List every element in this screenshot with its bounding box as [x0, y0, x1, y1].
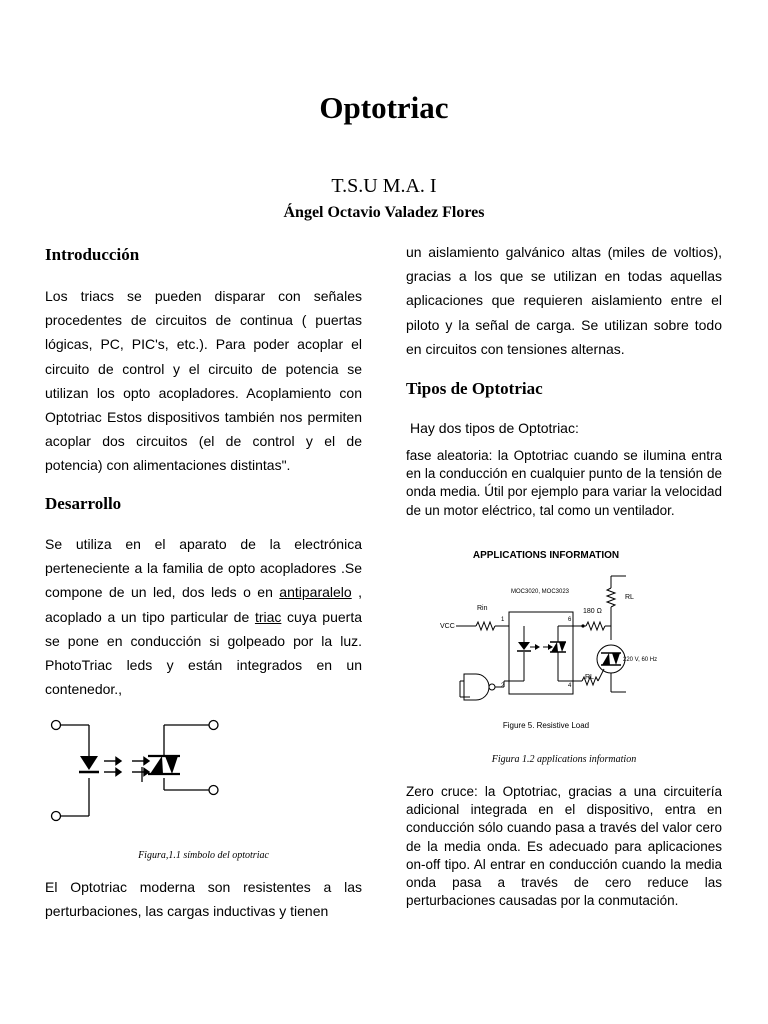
phototriac-symbol: [148, 756, 180, 774]
ac-source-label: 220 V, 60 Hz: [623, 657, 658, 663]
development-paragraph: [45, 532, 362, 701]
pin-1-label: 1: [501, 617, 505, 623]
r180-resistor: [586, 622, 605, 630]
development-text-3: cuya puerta se pone en conducción si golpeado por la luz. PhotoTriac leds y están integrados en un contenedor.,: [45, 608, 362, 698]
rl-top-resistor: [607, 588, 615, 607]
optocoupler-ic-box: [509, 612, 573, 694]
light-arrows-left: [104, 758, 121, 776]
nand-gate-symbol: [464, 674, 489, 700]
development-text-1: Se utiliza en el aparato de la electrónica perteneciente a la familia de opto acopladores .Se compone de un led, dos leds o en: [45, 536, 362, 601]
document-title: Optotriac: [319, 90, 449, 125]
document-subtitle: T.S.U M.A. I: [331, 175, 437, 197]
input-terminal-top: [52, 721, 61, 730]
pin-4-label: 4: [568, 683, 572, 689]
applications-header: APPLICATIONS INFORMATION: [472, 550, 620, 561]
input-terminal-bottom: [52, 812, 61, 821]
continued-paragraph: un aislamiento galvánico altas (miles de voltios), gracias a los que se utilizan en todas aquellas aplicaciones que requieren aislamiento entre el piloto y la señal de carga. Se utilizan sobre todo en circuitos con tensiones alternas.: [406, 244, 722, 357]
vcc-label: VCC: [440, 623, 455, 630]
rin-resistor: [476, 622, 495, 630]
triac-link[interactable]: triac: [254, 608, 282, 625]
development-heading: Desarrollo: [45, 494, 122, 513]
power-triac-symbol: [597, 645, 625, 673]
figure-1-caption: Figura,1.1 símbolo del optotriac: [138, 850, 269, 861]
light-arrows-right: [132, 758, 149, 776]
output-terminal-bottom: [209, 786, 218, 795]
output-terminal-top: [209, 721, 218, 730]
ic-label: MOC3020, MOC3023: [510, 589, 570, 595]
figure-5-label: Figure 5. Resistive Load: [502, 721, 590, 730]
r180-label: 180 Ω: [583, 608, 602, 615]
development-text-2: , acoplado a un tipo particular de: [45, 584, 362, 625]
types-heading: Tipos de Optotriac: [406, 379, 543, 398]
document-author: Ángel Octavio Valadez Flores: [283, 204, 485, 221]
types-intro: Hay dos tipos de Optotriac:: [410, 420, 579, 436]
intro-paragraph: Los triacs se pueden disparar con señales procedentes de circuitos de continua ( puertas lógicas, PC, PIC's, etc.). Para poder acoplar el circuito de control y el circuito de potencia se utilizan los opto acopladores. Acoplamiento con Optotriac Estos dispositivos también nos permiten acoplar dos circuitos (el de control y el de potencia) con alimentaciones distintas".: [45, 288, 362, 474]
zero-crossing-paragraph: Zero cruce: la Optotriac, gracias a una circuitería adicional integrada en el dispositivo, entra en conducción sólo cuando pasa a través del valor cero de la media onda. Es adecuado para aplicaciones on-off tipo. Al entrar en conducción cuando la media onda pasa a través de cero reduce las perturbaciones causadas por la conmutación.: [406, 784, 722, 909]
rl-top-label: RL: [625, 594, 634, 601]
pin-6-label: 6: [568, 617, 572, 623]
random-phase-paragraph: fase aleatoria: la Optotriac cuando se ilumina entra en la conducción en cualquier punto de la tensión de onda media. Útil por ejemplo para variar la velocidad de un motor eléctrico, tal como un ventilador.: [406, 448, 722, 518]
closing-paragraph: El Optotriac moderna son resistentes a las perturbaciones, las cargas inductivas y tienen: [45, 879, 362, 920]
rl-bottom-resistor: [582, 677, 598, 685]
intro-heading: Introducción: [45, 245, 140, 264]
pin-2-label: 2: [501, 683, 505, 689]
rl-bottom-label: RL: [585, 674, 594, 681]
led-diode-symbol: [79, 756, 99, 772]
applications-circuit-figure: [436, 542, 698, 742]
optotriac-symbol-figure: [44, 712, 244, 832]
antiparalelo-link[interactable]: antiparalelo: [279, 584, 352, 601]
figure-2-caption: Figura 1.2 applications information: [491, 754, 637, 765]
rin-label: Rin: [477, 605, 488, 612]
